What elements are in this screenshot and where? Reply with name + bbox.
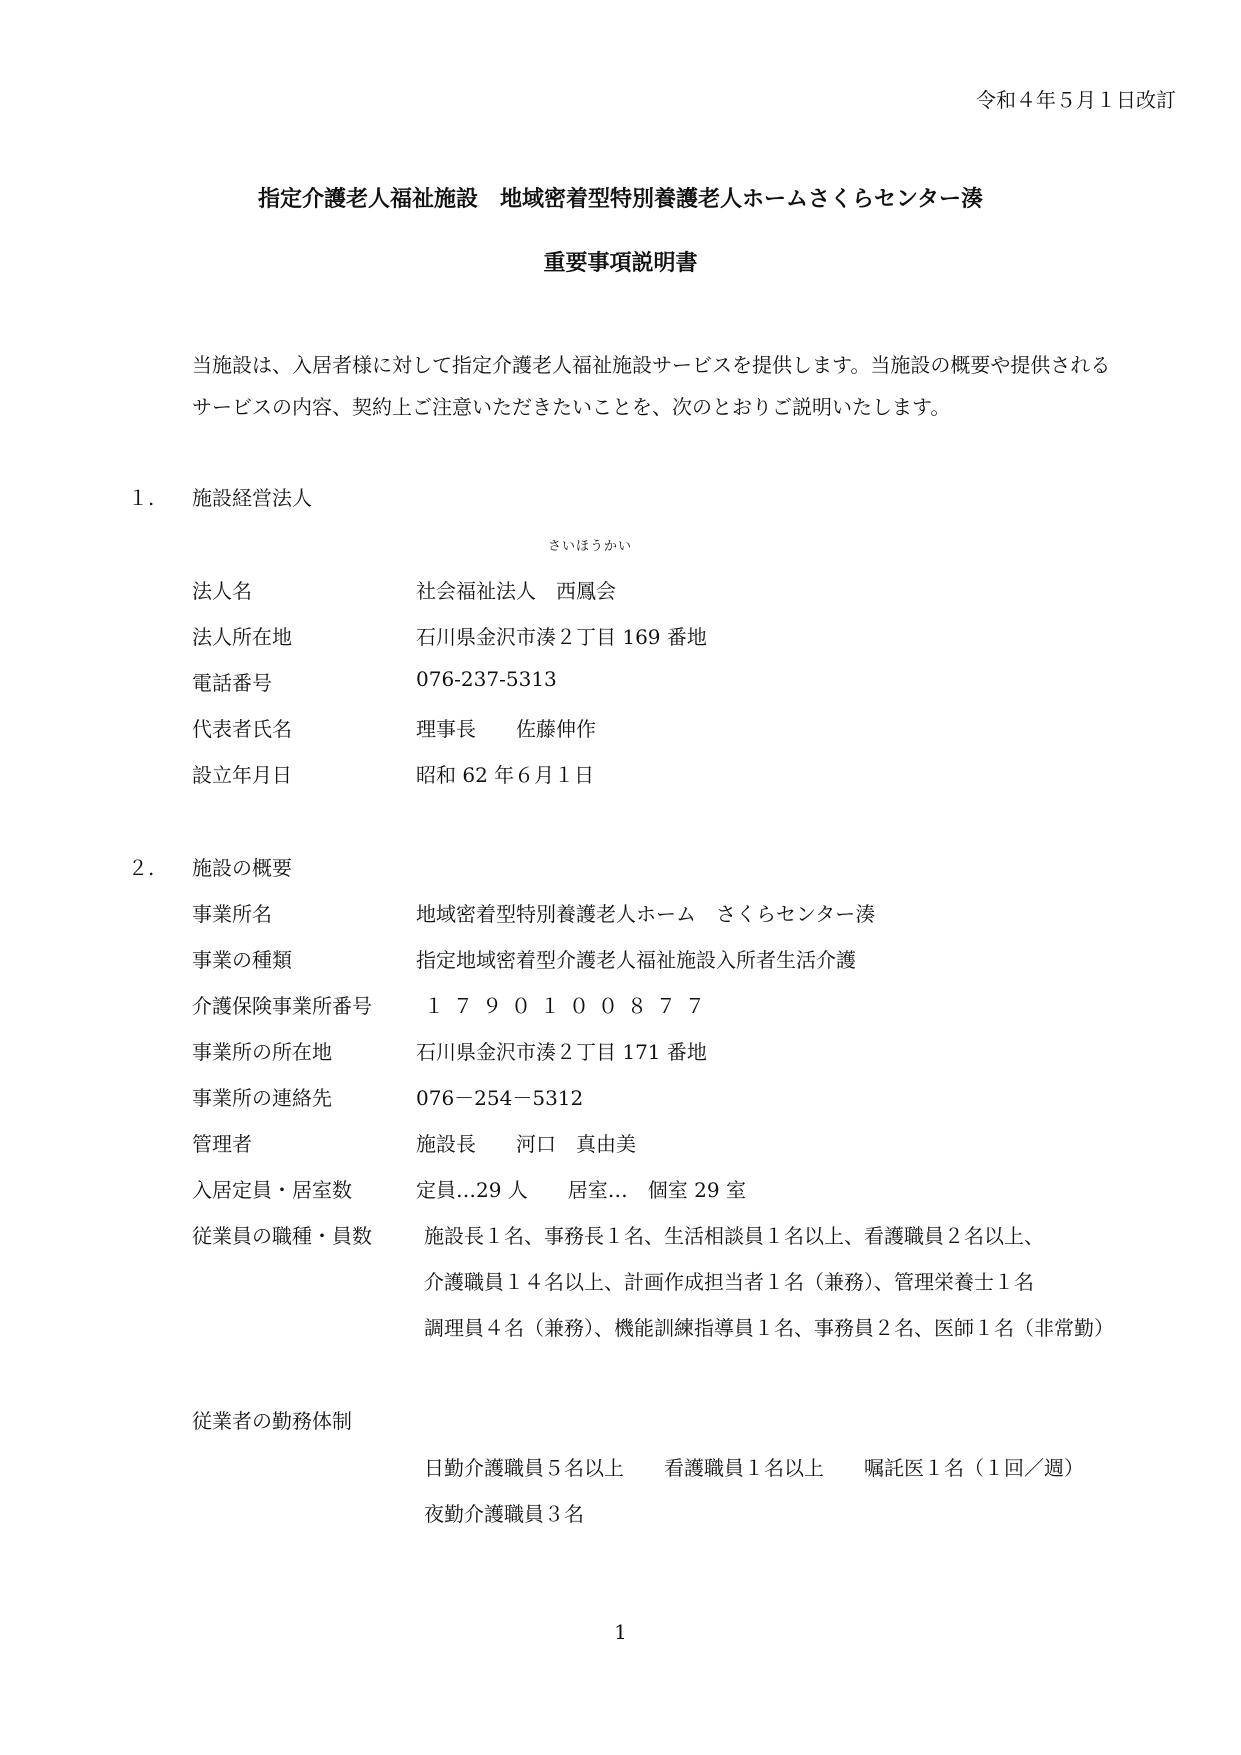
row-value: 定員…29 人 居室… 個室 29 室 bbox=[416, 1178, 746, 1202]
intro-line: 当施設は、入居者様に対して指定介護老人福祉施設サービスを提供します。当施設の概要や提供される bbox=[192, 353, 1111, 377]
section-number: １. bbox=[128, 486, 155, 510]
row-label: 事業の種類 bbox=[192, 948, 292, 972]
row-label: 設立年月日 bbox=[192, 763, 292, 787]
row-label: 事業所名 bbox=[192, 902, 272, 926]
row-value: 石川県金沢市湊２丁目 169 番地 bbox=[416, 625, 707, 649]
document-title: 指定介護老人福祉施設 地域密着型特別養護老人ホームさくらセンター湊 bbox=[257, 186, 984, 212]
section-1-heading bbox=[128, 482, 312, 511]
row-label: 入居定員・居室数 bbox=[192, 1178, 352, 1202]
intro-paragraph bbox=[192, 344, 1192, 428]
section-title: 施設経営法人 bbox=[192, 486, 312, 510]
row-value: 施設長 河口 真由美 bbox=[416, 1132, 636, 1156]
row-value: 施設長１名、事務長１名、生活相談員１名以上、看護職員２名以上、 bbox=[424, 1224, 1044, 1248]
row-label: 代表者氏名 bbox=[192, 717, 292, 741]
section-number: ２. bbox=[128, 856, 155, 880]
row-label: 介護保険事業所番号 bbox=[192, 994, 372, 1018]
furigana-reading: さいほうかい bbox=[548, 539, 633, 554]
revision-date: 令和４年５月１日改訂 bbox=[976, 88, 1176, 112]
row-label: 従業員の職種・員数 bbox=[192, 1224, 372, 1248]
work-system-line: 夜勤介護職員３名 bbox=[424, 1502, 584, 1526]
row-label: 法人所在地 bbox=[192, 625, 292, 649]
row-value: 社会福祉法人 西鳳会 bbox=[416, 579, 616, 603]
row-value: 指定地域密着型介護老人福祉施設入所者生活介護 bbox=[416, 948, 856, 972]
row-value: 地域密着型特別養護老人ホーム さくらセンター湊 bbox=[416, 902, 876, 926]
row-value: １７９０１００８７７ bbox=[424, 994, 714, 1018]
row-value: 076－254－5312 bbox=[416, 1086, 584, 1110]
row-label: 管理者 bbox=[192, 1132, 252, 1156]
row-value: 076-237-5313 bbox=[416, 667, 557, 691]
page-number: 1 bbox=[614, 1620, 627, 1644]
intro-line: サービスの内容、契約上ご注意いただきたいことを、次のとおりご説明いたします。 bbox=[192, 395, 951, 419]
row-label: 法人名 bbox=[192, 579, 252, 603]
staff-line: 介護職員１４名以上、計画作成担当者１名（兼務）、管理栄養士１名 bbox=[424, 1270, 1034, 1294]
row-value: 理事長 佐藤伸作 bbox=[416, 717, 596, 741]
work-system-heading: 従業者の勤務体制 bbox=[192, 1409, 352, 1433]
staff-line: 調理員４名（兼務）、機能訓練指導員１名、事務員２名、医師１名（非常勤） bbox=[424, 1316, 1114, 1340]
row-label: 事業所の連絡先 bbox=[192, 1086, 332, 1110]
document-subtitle: 重要事項説明書 bbox=[543, 250, 698, 276]
row-label: 事業所の所在地 bbox=[192, 1040, 332, 1064]
row-value: 石川県金沢市湊２丁目 171 番地 bbox=[416, 1040, 707, 1064]
section-title: 施設の概要 bbox=[192, 856, 292, 880]
work-system-line: 日勤介護職員５名以上 看護職員１名以上 嘱託医１名（１回／週） bbox=[424, 1456, 1084, 1480]
section-2-heading bbox=[128, 852, 292, 881]
row-value: 昭和 62 年６月１日 bbox=[416, 763, 595, 787]
row-label: 電話番号 bbox=[192, 671, 272, 695]
